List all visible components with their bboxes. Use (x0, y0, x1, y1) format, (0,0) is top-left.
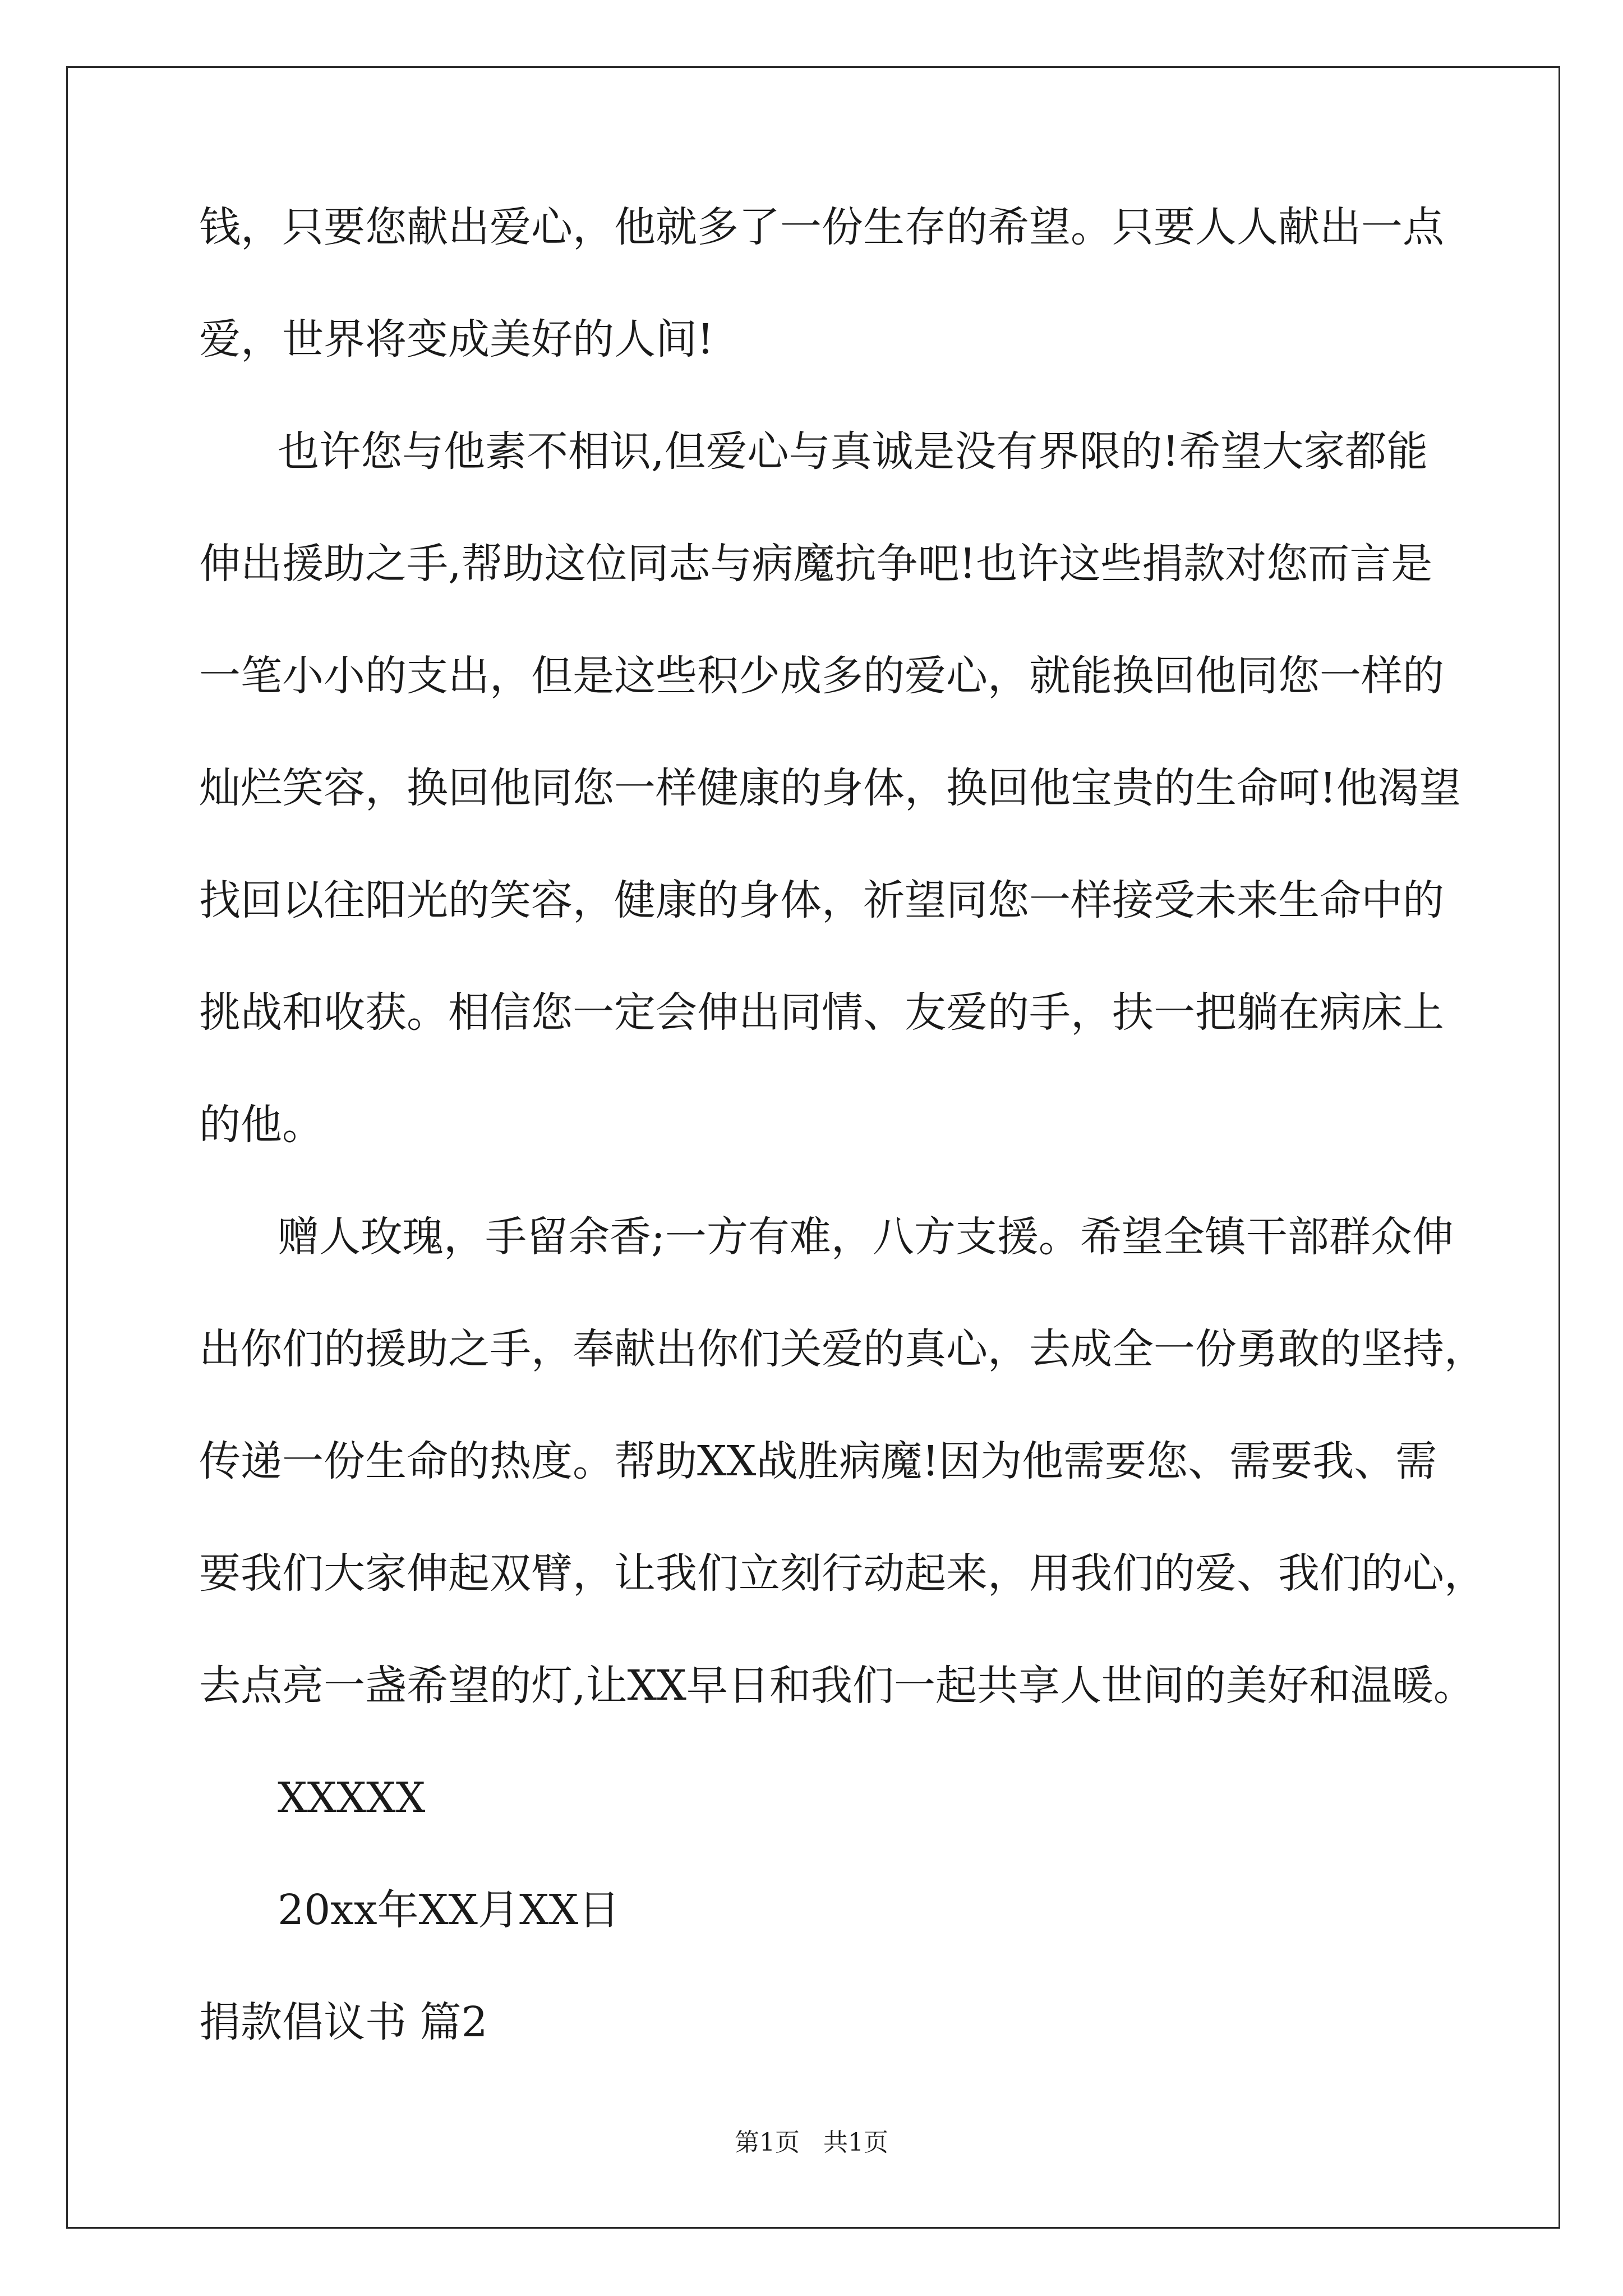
text-line: 一笔小小的支出，但是这些积少成多的爱心，就能换回他同您一样的 (199, 652, 1444, 700)
text-line: 也许您与他素不相识,但爱心与真诚是没有界限的!希望大家都能 (278, 427, 1428, 476)
text-line: 要我们大家伸起双臂，让我们立刻行动起来，用我们的爱、我们的心， (199, 1549, 1486, 1598)
text-line: 伸出援助之手,帮助这位同志与病魔抗争吧!也许这些捐款对您而言是 (199, 540, 1433, 588)
text-line: 找回以往阳光的笑容，健康的身体，祈望同您一样接受未来生命中的 (199, 876, 1444, 924)
section-heading: 捐款倡议书 篇2 (199, 1998, 488, 2046)
text-line: 挑战和收获。相信您一定会伸出同情、友爱的手，扶一把躺在病床上 (199, 988, 1444, 1037)
text-line: 爱，世界将变成美好的人间! (199, 315, 714, 364)
text-line: 赠人玫瑰，手留余香;一方有难，八方支援。希望全镇干部群众伸 (278, 1213, 1454, 1261)
text-line: 出你们的援助之手，奉献出你们关爱的真心，去成全一份勇敢的坚持， (199, 1325, 1486, 1373)
text-line: 传递一份生命的热度。帮助XX战胜病魔!因为他需要您、需要我、需 (199, 1437, 1437, 1485)
text-line: 的他。 (199, 1101, 324, 1149)
page-number: 第1页 共1页 (735, 2128, 888, 2157)
text-line: 钱，只要您献出爱心，他就多了一份生存的希望。只要人人献出一点 (199, 203, 1444, 251)
signature-name: XXXXX (278, 1774, 426, 1822)
text-line: 灿烂笑容，换回他同您一样健康的身体，换回他宝贵的生命呵!他渴望 (199, 764, 1461, 812)
signature-date: 20xx年XX月XX日 (278, 1886, 620, 1934)
text-line: 去点亮一盏希望的灯,让XX早日和我们一起共享人世间的美好和温暖。 (199, 1662, 1475, 1710)
